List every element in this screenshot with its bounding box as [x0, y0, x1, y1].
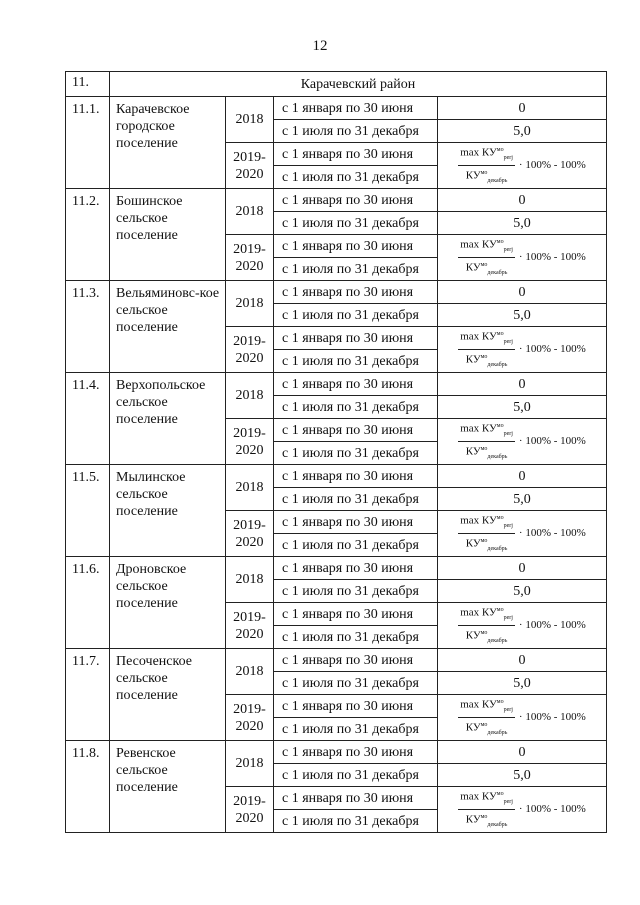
value-cell: 0: [438, 465, 607, 488]
settlement-row: [66, 557, 607, 580]
period-cell: с 1 января по 30 июня: [274, 97, 438, 120]
period-cell: с 1 июля по 31 декабря: [274, 718, 438, 741]
growth-formula: $\frac{\max КУ^{мо}_{реrj}}{КУ^{мо}_{декабрь}}$ · 100% - 100%: [458, 144, 586, 187]
period-cell: с 1 июля по 31 декабря: [274, 442, 438, 465]
value-cell: 5,0: [438, 120, 607, 143]
value-cell: 0: [438, 557, 607, 580]
year-cell: 2018: [226, 189, 274, 235]
formula-cell: [438, 511, 607, 557]
district-header-row: [66, 72, 607, 97]
period-cell: с 1 января по 30 июня: [274, 373, 438, 396]
year-cell: 2018: [226, 741, 274, 787]
period-cell: с 1 июля по 31 декабря: [274, 396, 438, 419]
year-cell: 2018: [226, 373, 274, 419]
value-cell: 5,0: [438, 672, 607, 695]
settlement-row: [66, 465, 607, 488]
period-cell: с 1 января по 30 июня: [274, 603, 438, 626]
period-cell: с 1 января по 30 июня: [274, 281, 438, 304]
growth-formula: $\frac{\max КУ^{мо}_{реrj}}{КУ^{мо}_{декабрь}}$ · 100% - 100%: [458, 236, 586, 279]
period-cell: с 1 января по 30 июня: [274, 189, 438, 212]
year-cell: 2019-2020: [226, 603, 274, 649]
period-cell: с 1 июля по 31 декабря: [274, 120, 438, 143]
district-title: Карачевский район: [110, 72, 607, 97]
growth-formula: $\frac{\max КУ^{мо}_{реrj}}{КУ^{мо}_{декабрь}}$ · 100% - 100%: [458, 420, 586, 463]
settlement-number: 11.6.: [66, 557, 110, 649]
period-cell: с 1 января по 30 июня: [274, 143, 438, 166]
year-cell: 2019-2020: [226, 695, 274, 741]
growth-formula: $\frac{\max КУ^{мо}_{реrj}}{КУ^{мо}_{декабрь}}$ · 100% - 100%: [458, 328, 586, 371]
settlement-name: Дроновское сельское поселение: [110, 557, 226, 649]
period-cell: с 1 января по 30 июня: [274, 741, 438, 764]
value-cell: 5,0: [438, 488, 607, 511]
value-cell: 5,0: [438, 580, 607, 603]
period-cell: с 1 июля по 31 декабря: [274, 580, 438, 603]
settlement-number: 11.3.: [66, 281, 110, 373]
year-cell: 2019-2020: [226, 511, 274, 557]
settlement-row: [66, 189, 607, 212]
year-cell: 2019-2020: [226, 327, 274, 373]
value-cell: 0: [438, 281, 607, 304]
settlement-number: 11.5.: [66, 465, 110, 557]
settlement-row: [66, 373, 607, 396]
period-cell: с 1 июля по 31 декабря: [274, 212, 438, 235]
settlement-name: Мылинское сельское поселение: [110, 465, 226, 557]
year-cell: 2018: [226, 649, 274, 695]
settlement-name: Ревенское сельское поселение: [110, 741, 226, 833]
value-cell: 0: [438, 373, 607, 396]
period-cell: с 1 июля по 31 декабря: [274, 304, 438, 327]
period-cell: с 1 июля по 31 декабря: [274, 350, 438, 373]
settlement-name: Карачевское городское поселение: [110, 97, 226, 189]
year-cell: 2018: [226, 465, 274, 511]
year-cell: 2018: [226, 281, 274, 327]
period-cell: с 1 января по 30 июня: [274, 465, 438, 488]
period-cell: с 1 июля по 31 декабря: [274, 626, 438, 649]
settlement-name: Вельяминовс-кое сельское поселение: [110, 281, 226, 373]
formula-cell: [438, 419, 607, 465]
settlement-number: 11.4.: [66, 373, 110, 465]
value-cell: 5,0: [438, 764, 607, 787]
period-cell: с 1 июля по 31 декабря: [274, 764, 438, 787]
settlement-row: [66, 97, 607, 120]
period-cell: с 1 января по 30 июня: [274, 419, 438, 442]
period-cell: с 1 июля по 31 декабря: [274, 488, 438, 511]
period-cell: с 1 июля по 31 декабря: [274, 258, 438, 281]
period-cell: с 1 июля по 31 декабря: [274, 166, 438, 189]
formula-cell: [438, 787, 607, 833]
value-cell: 0: [438, 741, 607, 764]
year-cell: 2019-2020: [226, 143, 274, 189]
settlement-number: 11.8.: [66, 741, 110, 833]
growth-formula: $\frac{\max КУ^{мо}_{реrj}}{КУ^{мо}_{декабрь}}$ · 100% - 100%: [458, 788, 586, 831]
growth-formula: $\frac{\max КУ^{мо}_{реrj}}{КУ^{мо}_{декабрь}}$ · 100% - 100%: [458, 604, 586, 647]
value-cell: 0: [438, 649, 607, 672]
year-cell: 2019-2020: [226, 235, 274, 281]
growth-formula: $\frac{\max КУ^{мо}_{реrj}}{КУ^{мо}_{декабрь}}$ · 100% - 100%: [458, 512, 586, 555]
period-cell: с 1 января по 30 июня: [274, 235, 438, 258]
page-number: 12: [312, 38, 328, 54]
settlement-name: Бошинское сельское поселение: [110, 189, 226, 281]
year-cell: 2018: [226, 97, 274, 143]
growth-formula: $\frac{\max КУ^{мо}_{реrj}}{КУ^{мо}_{декабрь}}$ · 100% - 100%: [458, 696, 586, 739]
district-number: 11.: [66, 72, 110, 97]
settlement-row: [66, 649, 607, 672]
period-cell: с 1 июля по 31 декабря: [274, 810, 438, 833]
settlement-number: 11.1.: [66, 97, 110, 189]
tariff-table: [65, 71, 607, 833]
formula-cell: [438, 235, 607, 281]
period-cell: с 1 января по 30 июня: [274, 511, 438, 534]
formula-cell: [438, 327, 607, 373]
year-cell: 2019-2020: [226, 419, 274, 465]
value-cell: 0: [438, 189, 607, 212]
settlement-name: Верхопольское сельское поселение: [110, 373, 226, 465]
period-cell: с 1 января по 30 июня: [274, 327, 438, 350]
period-cell: с 1 января по 30 июня: [274, 649, 438, 672]
value-cell: 5,0: [438, 304, 607, 327]
value-cell: 5,0: [438, 396, 607, 419]
year-cell: 2018: [226, 557, 274, 603]
settlement-row: [66, 281, 607, 304]
settlement-number: 11.2.: [66, 189, 110, 281]
value-cell: 5,0: [438, 212, 607, 235]
period-cell: с 1 января по 30 июня: [274, 787, 438, 810]
value-cell: 0: [438, 97, 607, 120]
period-cell: с 1 июля по 31 декабря: [274, 534, 438, 557]
period-cell: с 1 января по 30 июня: [274, 695, 438, 718]
settlement-row: [66, 741, 607, 764]
formula-cell: [438, 695, 607, 741]
period-cell: с 1 июля по 31 декабря: [274, 672, 438, 695]
formula-cell: [438, 603, 607, 649]
period-cell: с 1 января по 30 июня: [274, 557, 438, 580]
year-cell: 2019-2020: [226, 787, 274, 833]
formula-cell: [438, 143, 607, 189]
settlement-name: Песоченское сельское поселение: [110, 649, 226, 741]
settlement-number: 11.7.: [66, 649, 110, 741]
